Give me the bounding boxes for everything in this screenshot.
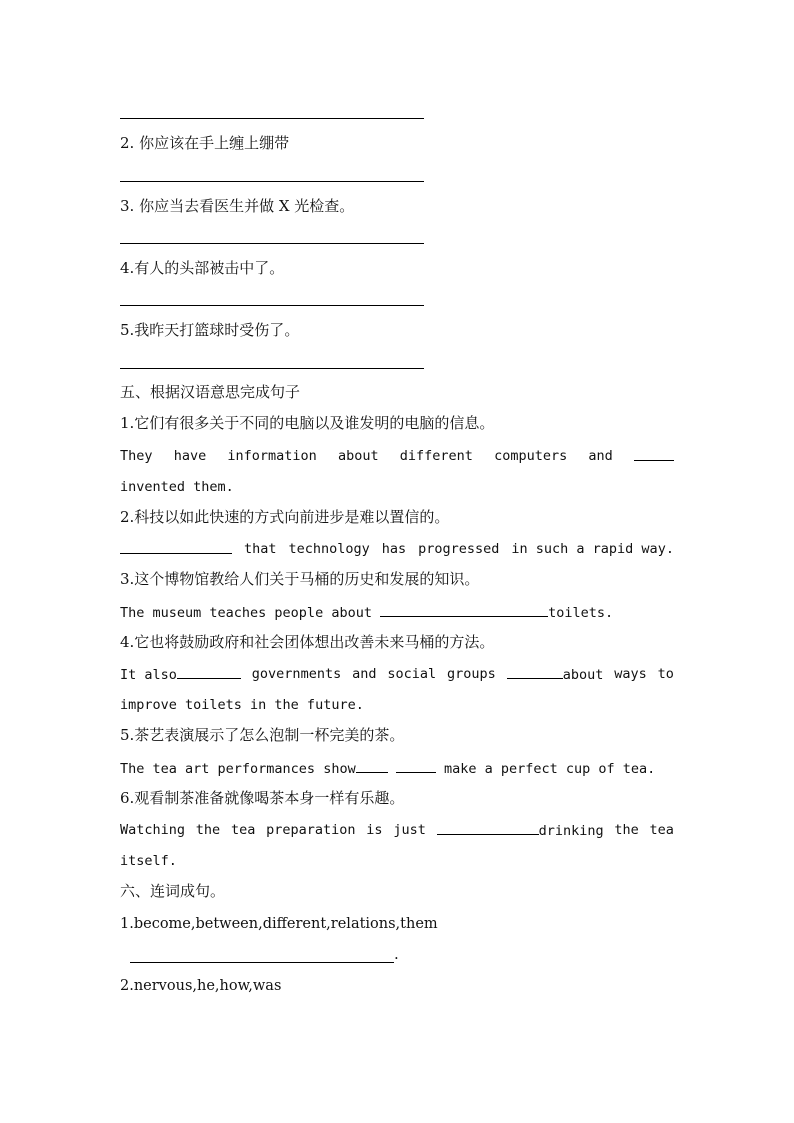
s6-q2-words: 2.nervous,he,how,was xyxy=(120,978,282,994)
q3-chinese: 3.这个博物馆教给人们关于马桶的历史和发展的知识。 xyxy=(120,570,480,588)
blank[interactable] xyxy=(634,446,674,461)
q2-english xyxy=(120,539,674,559)
blank[interactable] xyxy=(356,758,388,773)
word: has xyxy=(381,541,407,557)
word: It also xyxy=(120,664,241,685)
text: toilets. xyxy=(548,605,614,621)
answer-line[interactable] xyxy=(120,118,424,119)
answer-line[interactable] xyxy=(130,962,394,963)
translate-item-3: 3. 你应当去看医生并做 X 光检查。 xyxy=(120,197,355,215)
word: social xyxy=(387,666,437,682)
blank[interactable] xyxy=(380,602,548,617)
word: in such a rapid way. xyxy=(511,541,674,557)
text: The museum teaches people about xyxy=(120,605,381,621)
word: is xyxy=(366,822,383,838)
word: about xyxy=(337,448,379,464)
word: about xyxy=(507,664,604,685)
q1-chinese: 1.它们有很多关于不同的电脑以及谁发明的电脑的信息。 xyxy=(120,414,495,432)
q6-chinese: 6.观看制茶准备就像喝茶本身一样有乐趣。 xyxy=(120,789,405,807)
word: They xyxy=(120,448,153,464)
q5-english xyxy=(120,758,655,779)
blank[interactable] xyxy=(396,758,436,773)
word: preparation xyxy=(266,822,356,838)
word: Watching xyxy=(120,822,186,838)
word: progressed xyxy=(418,541,500,557)
translate-item-4: 4.有人的头部被击中了。 xyxy=(120,259,285,277)
blank[interactable] xyxy=(507,664,563,679)
word: the xyxy=(195,822,221,838)
word: tea xyxy=(649,822,674,838)
word: drinking xyxy=(437,820,604,841)
section6-heading: 六、连词成句。 xyxy=(120,882,226,900)
q6-english-line1 xyxy=(120,820,674,841)
section5-heading: 五、根据汉语意思完成句子 xyxy=(120,383,301,401)
q6-english-line2: itself. xyxy=(120,853,177,869)
word: governments xyxy=(251,666,342,682)
q2-chinese: 2.科技以如此快速的方式向前进步是难以置信的。 xyxy=(120,508,450,526)
q4-chinese: 4.它也将鼓励政府和社会团体想出改善未来马桶的方法。 xyxy=(120,633,495,651)
word: and xyxy=(588,448,613,464)
translate-item-5: 5.我昨天打篮球时受伤了。 xyxy=(120,321,300,339)
word: the xyxy=(614,822,639,838)
word: computers xyxy=(494,448,568,464)
word: that xyxy=(243,541,277,557)
q1-english-line2: invented them. xyxy=(120,479,234,495)
q5-chinese: 5.茶艺表演展示了怎么泡制一杯完美的茶。 xyxy=(120,726,405,744)
answer-line[interactable] xyxy=(120,305,424,306)
q4-english-line2: improve toilets in the future. xyxy=(120,697,364,713)
word: to xyxy=(657,666,674,682)
q3-english xyxy=(120,602,613,623)
blank[interactable] xyxy=(177,664,241,679)
blank[interactable] xyxy=(120,539,232,554)
q4-english-line1 xyxy=(120,664,674,685)
word: just xyxy=(393,822,426,838)
s6-q1-period: . xyxy=(394,945,399,963)
word: different xyxy=(399,448,473,464)
word: ways xyxy=(614,666,647,682)
q1-english-line1 xyxy=(120,446,674,466)
text: make a perfect cup of tea. xyxy=(443,761,656,777)
word: information xyxy=(227,448,317,464)
answer-line[interactable] xyxy=(120,181,424,182)
word: tea xyxy=(230,822,256,838)
translate-item-2: 2. 你应该在手上缠上绷带 xyxy=(120,134,290,152)
answer-line[interactable] xyxy=(120,243,424,244)
s6-q1-words: 1.become,between,different,relations,them xyxy=(120,916,438,932)
text: The tea art performances show xyxy=(120,761,356,777)
answer-line[interactable] xyxy=(120,368,424,369)
blank[interactable] xyxy=(437,820,539,835)
word: technology xyxy=(288,541,370,557)
word: groups xyxy=(447,666,496,682)
word: and xyxy=(352,666,377,682)
word: have xyxy=(173,448,207,464)
